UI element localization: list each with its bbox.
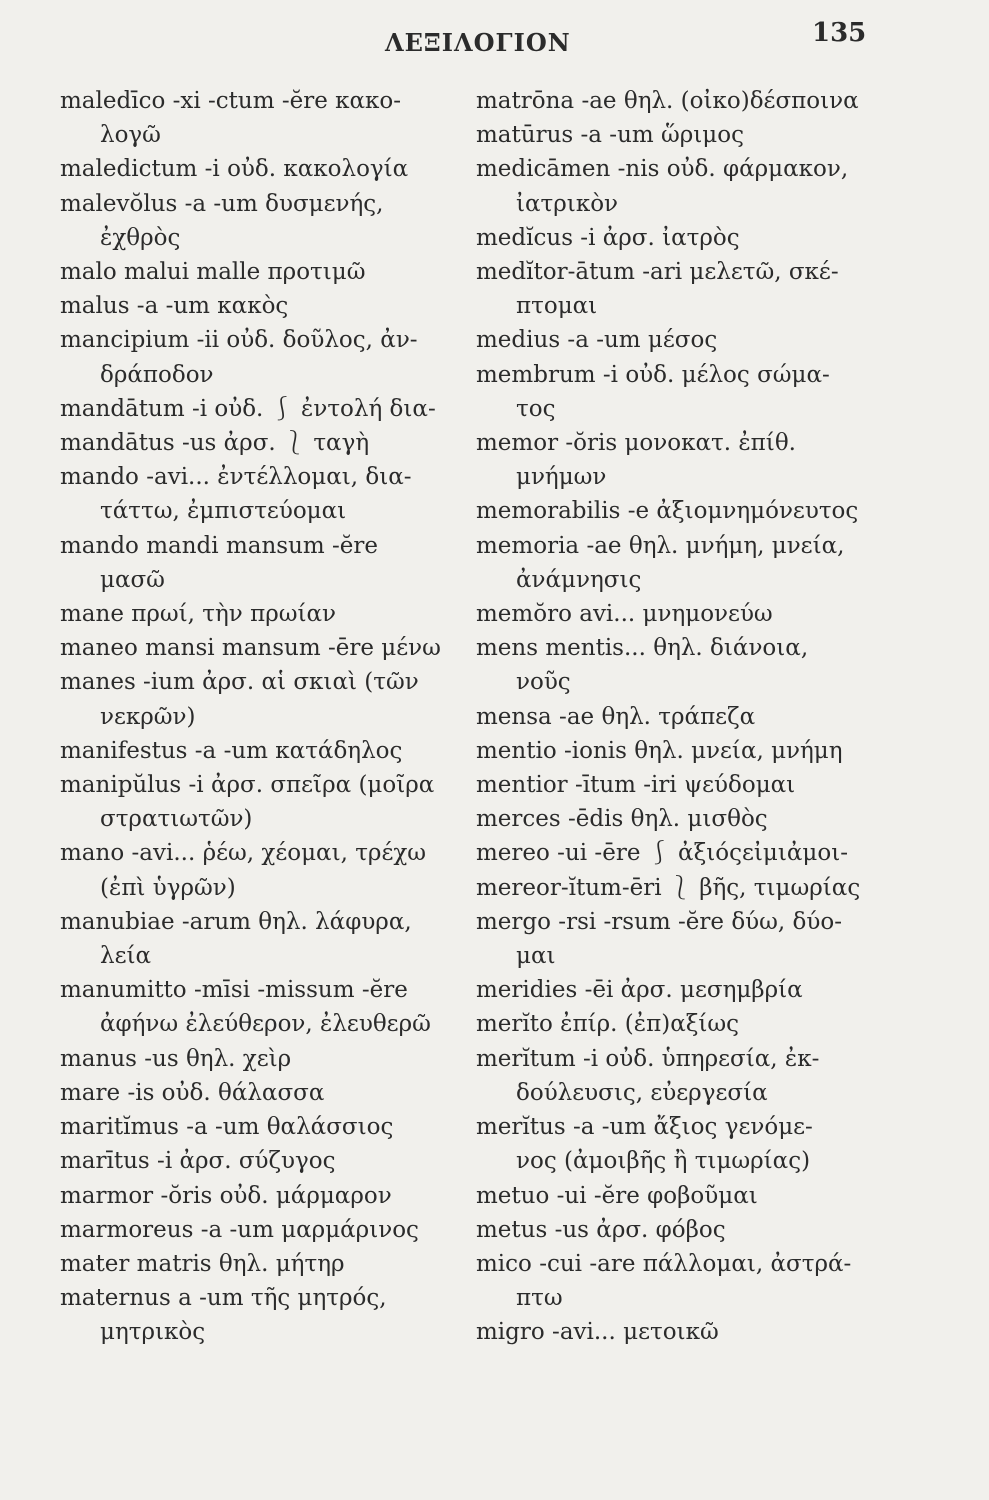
entry-line: mereor-ĭtum-ēri ⎱ βῆς, τιμωρίας	[476, 874, 861, 901]
running-head: ΛΕΞΙΛΟΓΙΟΝ	[385, 28, 571, 57]
entry-line: medius -a -um μέσος	[476, 327, 718, 354]
entry-line: μασῶ	[100, 566, 165, 593]
entry-line: μνήμων	[516, 464, 607, 491]
entry-line: memor -ŏris μονοκατ. ἐπίθ.	[476, 430, 796, 457]
entry-line: λεία	[100, 943, 152, 970]
entry-line: medicāmen -nis οὐδ. φάρμακον,	[476, 156, 849, 183]
entry-line: memŏro avi... μνημονεύω	[476, 601, 773, 628]
entry-line: (ἐπὶ ὑγρῶν)	[100, 874, 236, 901]
entry-line: memorabilis -e ἀξιομνημόνευτος	[476, 498, 859, 525]
entry-line: meridies -ēi ἀρσ. μεσημβρία	[476, 977, 803, 1004]
entry-line: manes -ium ἀρσ. αἱ σκιαὶ (τῶν	[60, 669, 419, 696]
entry-line: maledīco -xi -ctum -ĕre κακο-	[60, 88, 402, 114]
entry-line: νοῦς	[516, 669, 571, 696]
entry-line: δούλευσις, εὐεργεσία	[516, 1079, 768, 1106]
entry-line: ἐχθρὸς	[100, 224, 181, 251]
entry-line: νεκρῶν)	[100, 703, 196, 730]
entry-line: metuo -ui -ĕre φοβοῦμαι	[476, 1182, 758, 1209]
entry-line: ἀνάμνησις	[516, 566, 642, 593]
entry-line: maternus a -um τῆς μητρός,	[60, 1285, 387, 1312]
entry-line: malevŏlus -a -um δυσμενής,	[60, 190, 384, 217]
entry-line: πτω	[516, 1285, 563, 1312]
entry-line: metus -us ἀρσ. φόβος	[476, 1216, 726, 1243]
entry-line: malus -a -um κακὸς	[60, 293, 289, 320]
entry-line: mereo -ui -ēre ⎰ ἀξιόςεἰμιἀμοι-	[476, 840, 849, 867]
entry-line: mancipium -ii οὐδ. δοῦλος, ἀν-	[60, 327, 418, 354]
entry-line: τάττω, ἐμπιστεύομαι	[100, 498, 347, 525]
entry-line: manubiae -arum θηλ. λάφυρα,	[60, 908, 412, 935]
entry-line: mater matris θηλ. μήτηρ	[60, 1250, 345, 1277]
entry-line: ἀφήνω ἐλεύθερον, ἐλευθερῶ	[100, 1011, 431, 1038]
entry-line: merces -ēdis θηλ. μισθὸς	[476, 806, 768, 833]
entry-line: λογῶ	[100, 122, 161, 149]
entry-line: mergo -rsi -rsum -ĕre δύω, δύο-	[476, 908, 842, 935]
entry-line: manumitto -mīsi -missum -ĕre	[60, 977, 408, 1004]
entry-line: matrōna -ae θηλ. (οἰκο)δέσποινα	[476, 88, 859, 114]
entry-line: merĭto ἐπίρ. (ἐπ)αξίως	[476, 1011, 740, 1038]
entry-line: mentio -ionis θηλ. μνεία, μνήμη	[476, 737, 843, 764]
entry-line: τος	[516, 395, 556, 422]
entry-line: medĭcus -i ἀρσ. ἰατρὸς	[476, 224, 740, 251]
entry-line: matūrus -a -um ὥριμος	[476, 122, 744, 149]
entry-line: maneo mansi mansum -ēre μένω	[60, 635, 441, 662]
entry-line: medĭtor-ātum -ari μελετῶ, σκέ-	[476, 259, 839, 286]
entry-line: marmoreus -a -um μαρμάρινος	[60, 1216, 419, 1243]
entry-line: mane πρωί, τὴν πρωίαν	[60, 601, 337, 628]
entry-line: marītus -i ἀρσ. σύζυγος	[60, 1148, 336, 1175]
entry-line: mando -avi... ἐντέλλομαι, δια-	[60, 464, 412, 491]
entry-line: νος (ἀμοιβῆς ἢ τιμωρίας)	[516, 1148, 811, 1175]
entry-line: manus -us θηλ. χεὶρ	[60, 1045, 292, 1072]
left-column	[60, 84, 480, 1350]
entry-line: malo malui malle προτιμῶ	[60, 259, 366, 286]
entry-line: mando mandi mansum -ĕre	[60, 532, 379, 559]
entry-line: migro -avi... μετοικῶ	[476, 1319, 719, 1346]
entry-line: merĭtus -a -um ἄξιος γενόμε-	[476, 1114, 813, 1141]
entry-line: μητρικὸς	[100, 1319, 206, 1346]
entry-line: maledictum -i οὐδ. κακολογία	[60, 156, 409, 183]
entry-line: mano -avi... ῥέω, χέομαι, τρέχω	[60, 840, 427, 867]
entry-line: ἰατρικὸν	[516, 190, 619, 217]
entry-line: mare -is οὐδ. θάλασσα	[60, 1079, 325, 1106]
entry-line: mens mentis... θηλ. διάνοια,	[476, 635, 809, 662]
entry-line: marmor -ŏris οὐδ. μάρμαρον	[60, 1182, 392, 1209]
entry-line: manifestus -a -um κατάδηλος	[60, 737, 403, 764]
entry-line: στρατιωτῶν)	[100, 806, 253, 833]
page-number: 135	[812, 18, 867, 48]
entry-line: mico -cui -are πάλλομαι, ἀστρά-	[476, 1250, 852, 1277]
entry-line: mandātus -us ἀρσ. ⎱ ταγὴ	[60, 430, 370, 457]
entry-line: merĭtum -i οὐδ. ὑπηρεσία, ἐκ-	[476, 1045, 820, 1072]
entry-line: πτομαι	[516, 293, 598, 320]
entry-line: maritĭmus -a -um θαλάσσιος	[60, 1114, 394, 1141]
entry-line: δράποδον	[100, 361, 214, 388]
right-column	[476, 84, 886, 1350]
entry-line: mandātum -i οὐδ. ⎰ ἐντολή δια-	[60, 395, 436, 422]
entry-line: membrum -i οὐδ. μέλος σώμα-	[476, 361, 830, 388]
entry-line: mensa -ae θηλ. τράπεζα	[476, 703, 756, 730]
entry-line: μαι	[516, 943, 556, 970]
entry-line: mentior -ītum -iri ψεύδομαι	[476, 772, 796, 799]
entry-line: memoria -ae θηλ. μνήμη, μνεία,	[476, 532, 845, 559]
entry-line: manipŭlus -i ἀρσ. σπεῖρα (μοῖρα	[60, 772, 435, 799]
